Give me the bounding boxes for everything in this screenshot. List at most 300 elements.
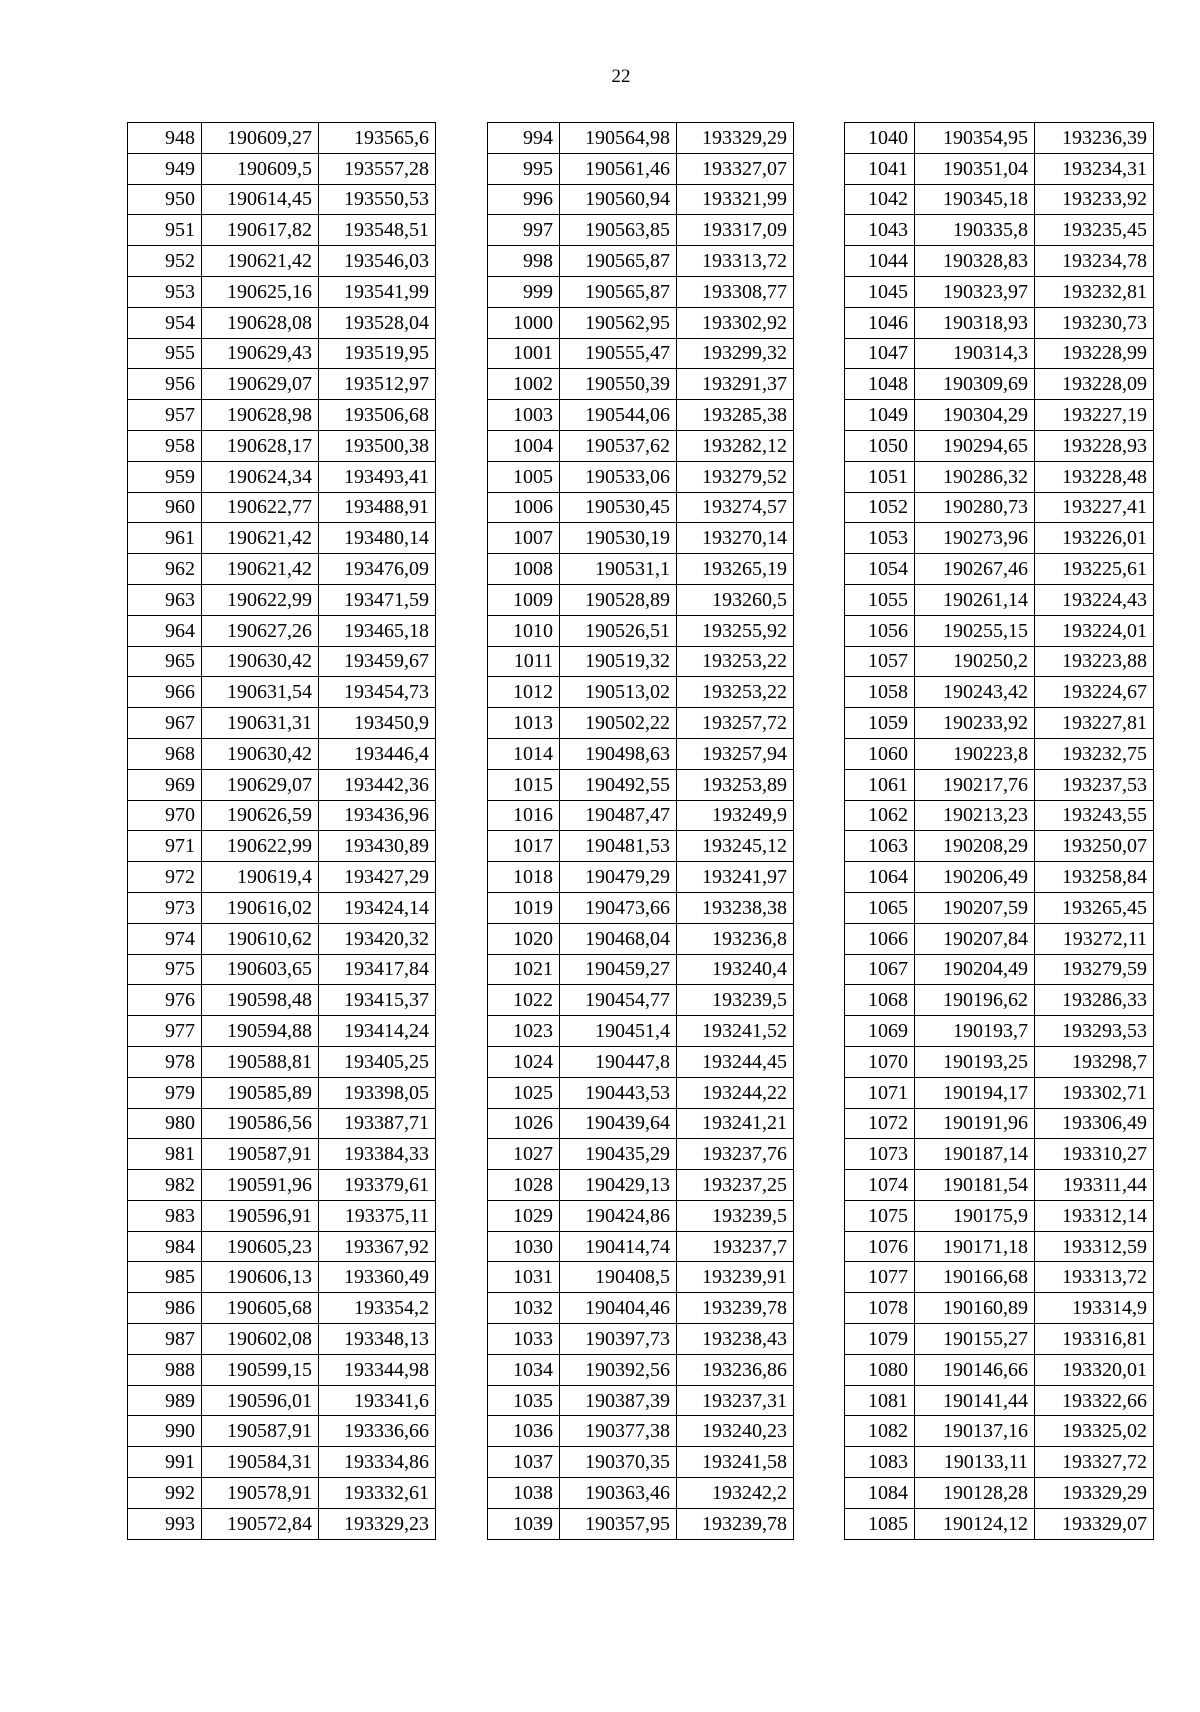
point-number-cell: 1013	[488, 708, 560, 739]
table-row	[128, 276, 436, 307]
x-coordinate-cell: 190631,31	[202, 708, 319, 739]
y-coordinate-cell: 193557,28	[319, 153, 436, 184]
y-coordinate-cell: 193548,51	[319, 215, 436, 246]
point-number-cell: 1003	[488, 400, 560, 431]
table-row	[845, 1016, 1154, 1047]
y-coordinate-cell: 193270,14	[677, 523, 794, 554]
y-coordinate-cell: 193265,19	[677, 554, 794, 585]
table-row	[128, 769, 436, 800]
table-row	[488, 831, 794, 862]
x-coordinate-cell: 190605,68	[202, 1293, 319, 1324]
y-coordinate-cell: 193265,45	[1035, 892, 1154, 923]
y-coordinate-cell: 193299,32	[677, 338, 794, 369]
x-coordinate-cell: 190622,77	[202, 492, 319, 523]
point-number-cell: 955	[128, 338, 202, 369]
point-number-cell: 1011	[488, 646, 560, 677]
table-row	[488, 708, 794, 739]
x-coordinate-cell: 190603,65	[202, 954, 319, 985]
x-coordinate-cell: 190345,18	[915, 184, 1035, 215]
y-coordinate-cell: 193239,5	[677, 985, 794, 1016]
x-coordinate-cell: 190206,49	[915, 862, 1035, 893]
point-number-cell: 1038	[488, 1478, 560, 1509]
y-coordinate-cell: 193227,81	[1035, 708, 1154, 739]
y-coordinate-cell: 193488,91	[319, 492, 436, 523]
table-row	[488, 369, 794, 400]
y-coordinate-cell: 193224,67	[1035, 677, 1154, 708]
table-row	[488, 1170, 794, 1201]
point-number-cell: 948	[128, 123, 202, 154]
point-number-cell: 1018	[488, 862, 560, 893]
x-coordinate-cell: 190454,77	[560, 985, 677, 1016]
table-row	[128, 800, 436, 831]
point-number-cell: 995	[488, 153, 560, 184]
table-row	[128, 1508, 436, 1539]
point-number-cell: 1074	[845, 1170, 915, 1201]
x-coordinate-cell: 190626,59	[202, 800, 319, 831]
table-row	[845, 1108, 1154, 1139]
y-coordinate-cell: 193367,92	[319, 1231, 436, 1262]
point-number-cell: 1051	[845, 461, 915, 492]
y-coordinate-cell: 193436,96	[319, 800, 436, 831]
point-number-cell: 999	[488, 276, 560, 307]
table-row	[488, 276, 794, 307]
point-number-cell: 1079	[845, 1324, 915, 1355]
y-coordinate-cell: 193239,5	[677, 1200, 794, 1231]
y-coordinate-cell: 193322,66	[1035, 1385, 1154, 1416]
x-coordinate-cell: 190586,56	[202, 1108, 319, 1139]
point-number-cell: 984	[128, 1231, 202, 1262]
x-coordinate-cell: 190370,35	[560, 1447, 677, 1478]
table-row	[845, 738, 1154, 769]
y-coordinate-cell: 193316,81	[1035, 1324, 1154, 1355]
y-coordinate-cell: 193302,92	[677, 307, 794, 338]
point-number-cell: 953	[128, 276, 202, 307]
point-number-cell: 1024	[488, 1046, 560, 1077]
x-coordinate-cell: 190560,94	[560, 184, 677, 215]
x-coordinate-cell: 190468,04	[560, 923, 677, 954]
x-coordinate-cell: 190207,84	[915, 923, 1035, 954]
x-coordinate-cell: 190622,99	[202, 831, 319, 862]
y-coordinate-cell: 193237,31	[677, 1385, 794, 1416]
x-coordinate-cell: 190587,91	[202, 1139, 319, 1170]
y-coordinate-cell: 193476,09	[319, 554, 436, 585]
point-number-cell: 978	[128, 1046, 202, 1077]
y-coordinate-cell: 193446,4	[319, 738, 436, 769]
y-coordinate-cell: 193250,07	[1035, 831, 1154, 862]
x-coordinate-cell: 190397,73	[560, 1324, 677, 1355]
x-coordinate-cell: 190261,14	[915, 584, 1035, 615]
table-row	[845, 184, 1154, 215]
point-number-cell: 1070	[845, 1046, 915, 1077]
x-coordinate-cell: 190408,5	[560, 1262, 677, 1293]
x-coordinate-cell: 190160,89	[915, 1293, 1035, 1324]
table-row	[845, 584, 1154, 615]
point-number-cell: 1081	[845, 1385, 915, 1416]
y-coordinate-cell: 193236,86	[677, 1354, 794, 1385]
table-row	[128, 646, 436, 677]
x-coordinate-cell: 190606,13	[202, 1262, 319, 1293]
point-number-cell: 1054	[845, 554, 915, 585]
y-coordinate-cell: 193274,57	[677, 492, 794, 523]
y-coordinate-cell: 193398,05	[319, 1077, 436, 1108]
y-coordinate-cell: 193329,29	[1035, 1478, 1154, 1509]
y-coordinate-cell: 193243,55	[1035, 800, 1154, 831]
x-coordinate-cell: 190628,08	[202, 307, 319, 338]
x-coordinate-cell: 190181,54	[915, 1170, 1035, 1201]
point-number-cell: 967	[128, 708, 202, 739]
y-coordinate-cell: 193234,78	[1035, 246, 1154, 277]
x-coordinate-cell: 190630,42	[202, 738, 319, 769]
x-coordinate-cell: 190473,66	[560, 892, 677, 923]
table-row	[488, 338, 794, 369]
point-number-cell: 989	[128, 1385, 202, 1416]
point-number-cell: 1078	[845, 1293, 915, 1324]
x-coordinate-cell: 190605,23	[202, 1231, 319, 1262]
y-coordinate-cell: 193512,97	[319, 369, 436, 400]
point-number-cell: 1007	[488, 523, 560, 554]
y-coordinate-cell: 193310,27	[1035, 1139, 1154, 1170]
x-coordinate-cell: 190528,89	[560, 584, 677, 615]
table-row	[488, 1231, 794, 1262]
x-coordinate-cell: 190233,92	[915, 708, 1035, 739]
y-coordinate-cell: 193249,9	[677, 800, 794, 831]
x-coordinate-cell: 190555,47	[560, 338, 677, 369]
x-coordinate-cell: 190286,32	[915, 461, 1035, 492]
x-coordinate-cell: 190447,8	[560, 1046, 677, 1077]
x-coordinate-cell: 190631,54	[202, 677, 319, 708]
table-row	[488, 1447, 794, 1478]
y-coordinate-cell: 193226,01	[1035, 523, 1154, 554]
point-number-cell: 1057	[845, 646, 915, 677]
point-number-cell: 1076	[845, 1231, 915, 1262]
table-row	[488, 1478, 794, 1509]
x-coordinate-cell: 190616,02	[202, 892, 319, 923]
x-coordinate-cell: 190124,12	[915, 1508, 1035, 1539]
table-row	[488, 400, 794, 431]
y-coordinate-cell: 193240,23	[677, 1416, 794, 1447]
x-coordinate-cell: 190146,66	[915, 1354, 1035, 1385]
table-row	[488, 492, 794, 523]
x-coordinate-cell: 190628,98	[202, 400, 319, 431]
x-coordinate-cell: 190280,73	[915, 492, 1035, 523]
x-coordinate-cell: 190439,64	[560, 1108, 677, 1139]
table-row	[488, 153, 794, 184]
point-number-cell: 1008	[488, 554, 560, 585]
table-row	[845, 677, 1154, 708]
table-row	[845, 708, 1154, 739]
table-row	[845, 985, 1154, 1016]
point-number-cell: 983	[128, 1200, 202, 1231]
point-number-cell: 1077	[845, 1262, 915, 1293]
x-coordinate-cell: 190502,22	[560, 708, 677, 739]
table-row	[128, 1200, 436, 1231]
x-coordinate-cell: 190357,95	[560, 1508, 677, 1539]
y-coordinate-cell: 193450,9	[319, 708, 436, 739]
table-row	[128, 369, 436, 400]
point-number-cell: 954	[128, 307, 202, 338]
table-row	[488, 985, 794, 1016]
y-coordinate-cell: 193454,73	[319, 677, 436, 708]
y-coordinate-cell: 193241,21	[677, 1108, 794, 1139]
table-row	[128, 400, 436, 431]
point-number-cell: 1026	[488, 1108, 560, 1139]
table-row	[845, 800, 1154, 831]
point-number-cell: 1030	[488, 1231, 560, 1262]
x-coordinate-cell: 190621,42	[202, 523, 319, 554]
point-number-cell: 1063	[845, 831, 915, 862]
coordinates-table-2	[487, 122, 794, 1540]
table-row	[845, 554, 1154, 585]
y-coordinate-cell: 193227,41	[1035, 492, 1154, 523]
point-number-cell: 1064	[845, 862, 915, 893]
table-row	[128, 1139, 436, 1170]
x-coordinate-cell: 190519,32	[560, 646, 677, 677]
table-row	[128, 153, 436, 184]
x-coordinate-cell: 190531,1	[560, 554, 677, 585]
y-coordinate-cell: 193233,92	[1035, 184, 1154, 215]
point-number-cell: 968	[128, 738, 202, 769]
point-number-cell: 1083	[845, 1447, 915, 1478]
y-coordinate-cell: 193341,6	[319, 1385, 436, 1416]
point-number-cell: 1000	[488, 307, 560, 338]
x-coordinate-cell: 190578,91	[202, 1478, 319, 1509]
table-row	[845, 862, 1154, 893]
x-coordinate-cell: 190591,96	[202, 1170, 319, 1201]
x-coordinate-cell: 190610,62	[202, 923, 319, 954]
table-row	[488, 1324, 794, 1355]
table-row	[845, 1170, 1154, 1201]
x-coordinate-cell: 190424,86	[560, 1200, 677, 1231]
table-row	[845, 400, 1154, 431]
table-row	[128, 615, 436, 646]
y-coordinate-cell: 193321,99	[677, 184, 794, 215]
x-coordinate-cell: 190191,96	[915, 1108, 1035, 1139]
y-coordinate-cell: 193311,44	[1035, 1170, 1154, 1201]
y-coordinate-cell: 193471,59	[319, 584, 436, 615]
point-number-cell: 966	[128, 677, 202, 708]
x-coordinate-cell: 190594,88	[202, 1016, 319, 1047]
y-coordinate-cell: 193465,18	[319, 615, 436, 646]
table-row	[128, 862, 436, 893]
table-row	[128, 1324, 436, 1355]
point-number-cell: 1010	[488, 615, 560, 646]
x-coordinate-cell: 190562,95	[560, 307, 677, 338]
x-coordinate-cell: 190175,9	[915, 1200, 1035, 1231]
point-number-cell: 1062	[845, 800, 915, 831]
point-number-cell: 1027	[488, 1139, 560, 1170]
point-number-cell: 1072	[845, 1108, 915, 1139]
x-coordinate-cell: 190544,06	[560, 400, 677, 431]
x-coordinate-cell: 190128,28	[915, 1478, 1035, 1509]
point-number-cell: 1069	[845, 1016, 915, 1047]
table-row	[128, 492, 436, 523]
x-coordinate-cell: 190530,19	[560, 523, 677, 554]
x-coordinate-cell: 190561,46	[560, 153, 677, 184]
table-row	[845, 1200, 1154, 1231]
point-number-cell: 964	[128, 615, 202, 646]
point-number-cell: 971	[128, 831, 202, 862]
y-coordinate-cell: 193329,29	[677, 123, 794, 154]
y-coordinate-cell: 193244,22	[677, 1077, 794, 1108]
y-coordinate-cell: 193414,24	[319, 1016, 436, 1047]
point-number-cell: 1058	[845, 677, 915, 708]
y-coordinate-cell: 193236,39	[1035, 123, 1154, 154]
y-coordinate-cell: 193329,07	[1035, 1508, 1154, 1539]
point-number-cell: 1046	[845, 307, 915, 338]
point-number-cell: 1004	[488, 430, 560, 461]
y-coordinate-cell: 193541,99	[319, 276, 436, 307]
table-row	[488, 1046, 794, 1077]
table-row	[845, 153, 1154, 184]
point-number-cell: 1016	[488, 800, 560, 831]
x-coordinate-cell: 190137,16	[915, 1416, 1035, 1447]
y-coordinate-cell: 193306,49	[1035, 1108, 1154, 1139]
x-coordinate-cell: 190354,95	[915, 123, 1035, 154]
table-row	[488, 923, 794, 954]
y-coordinate-cell: 193223,88	[1035, 646, 1154, 677]
y-coordinate-cell: 193282,12	[677, 430, 794, 461]
table-row	[488, 215, 794, 246]
x-coordinate-cell: 190318,93	[915, 307, 1035, 338]
point-number-cell: 992	[128, 1478, 202, 1509]
table-row	[488, 954, 794, 985]
table-row	[128, 1262, 436, 1293]
point-number-cell: 1035	[488, 1385, 560, 1416]
point-number-cell: 1020	[488, 923, 560, 954]
y-coordinate-cell: 193312,14	[1035, 1200, 1154, 1231]
y-coordinate-cell: 193565,6	[319, 123, 436, 154]
y-coordinate-cell: 193314,9	[1035, 1293, 1154, 1324]
y-coordinate-cell: 193241,52	[677, 1016, 794, 1047]
point-number-cell: 965	[128, 646, 202, 677]
point-number-cell: 1019	[488, 892, 560, 923]
y-coordinate-cell: 193255,92	[677, 615, 794, 646]
table-row	[488, 738, 794, 769]
y-coordinate-cell: 193308,77	[677, 276, 794, 307]
table-row	[488, 1108, 794, 1139]
point-number-cell: 1031	[488, 1262, 560, 1293]
point-number-cell: 1065	[845, 892, 915, 923]
table-row	[488, 862, 794, 893]
y-coordinate-cell: 193238,43	[677, 1324, 794, 1355]
point-number-cell: 1005	[488, 461, 560, 492]
y-coordinate-cell: 193336,66	[319, 1416, 436, 1447]
table-row	[488, 584, 794, 615]
y-coordinate-cell: 193546,03	[319, 246, 436, 277]
table-row	[488, 1293, 794, 1324]
table-row	[128, 923, 436, 954]
y-coordinate-cell: 193334,86	[319, 1447, 436, 1478]
table-row	[845, 769, 1154, 800]
table-row	[128, 184, 436, 215]
x-coordinate-cell: 190217,76	[915, 769, 1035, 800]
table-row	[845, 615, 1154, 646]
x-coordinate-cell: 190459,27	[560, 954, 677, 985]
x-coordinate-cell: 190588,81	[202, 1046, 319, 1077]
x-coordinate-cell: 190443,53	[560, 1077, 677, 1108]
coordinates-table-3	[844, 122, 1154, 1540]
y-coordinate-cell: 193241,58	[677, 1447, 794, 1478]
y-coordinate-cell: 193224,43	[1035, 584, 1154, 615]
table-row	[488, 123, 794, 154]
point-number-cell: 1080	[845, 1354, 915, 1385]
y-coordinate-cell: 193442,36	[319, 769, 436, 800]
x-coordinate-cell: 190404,46	[560, 1293, 677, 1324]
table-row	[128, 1046, 436, 1077]
y-coordinate-cell: 193257,72	[677, 708, 794, 739]
table-row	[845, 338, 1154, 369]
x-coordinate-cell: 190614,45	[202, 184, 319, 215]
point-number-cell: 949	[128, 153, 202, 184]
point-number-cell: 1055	[845, 584, 915, 615]
point-number-cell: 1040	[845, 123, 915, 154]
point-number-cell: 986	[128, 1293, 202, 1324]
x-coordinate-cell: 190323,97	[915, 276, 1035, 307]
y-coordinate-cell: 193253,22	[677, 646, 794, 677]
point-number-cell: 957	[128, 400, 202, 431]
point-number-cell: 1044	[845, 246, 915, 277]
x-coordinate-cell: 190629,07	[202, 369, 319, 400]
y-coordinate-cell: 193293,53	[1035, 1016, 1154, 1047]
x-coordinate-cell: 190392,56	[560, 1354, 677, 1385]
y-coordinate-cell: 193480,14	[319, 523, 436, 554]
x-coordinate-cell: 190609,27	[202, 123, 319, 154]
coordinates-table-1	[127, 122, 436, 1540]
x-coordinate-cell: 190619,4	[202, 862, 319, 893]
table-row	[488, 1077, 794, 1108]
y-coordinate-cell: 193232,81	[1035, 276, 1154, 307]
table-row	[128, 430, 436, 461]
point-number-cell: 1029	[488, 1200, 560, 1231]
point-number-cell: 1041	[845, 153, 915, 184]
table-row	[845, 1508, 1154, 1539]
x-coordinate-cell: 190314,3	[915, 338, 1035, 369]
x-coordinate-cell: 190587,91	[202, 1416, 319, 1447]
point-number-cell: 979	[128, 1077, 202, 1108]
table-row	[845, 954, 1154, 985]
point-number-cell: 951	[128, 215, 202, 246]
x-coordinate-cell: 190585,89	[202, 1077, 319, 1108]
y-coordinate-cell: 193237,53	[1035, 769, 1154, 800]
table-row	[128, 338, 436, 369]
x-coordinate-cell: 190204,49	[915, 954, 1035, 985]
x-coordinate-cell: 190194,17	[915, 1077, 1035, 1108]
x-coordinate-cell: 190550,39	[560, 369, 677, 400]
table-row	[488, 1262, 794, 1293]
y-coordinate-cell: 193387,71	[319, 1108, 436, 1139]
point-number-cell: 1023	[488, 1016, 560, 1047]
y-coordinate-cell: 193500,38	[319, 430, 436, 461]
x-coordinate-cell: 190584,31	[202, 1447, 319, 1478]
table-row	[845, 1293, 1154, 1324]
table-row	[128, 554, 436, 585]
x-coordinate-cell: 190526,51	[560, 615, 677, 646]
y-coordinate-cell: 193239,91	[677, 1262, 794, 1293]
point-number-cell: 1015	[488, 769, 560, 800]
y-coordinate-cell: 193313,72	[1035, 1262, 1154, 1293]
point-number-cell: 1075	[845, 1200, 915, 1231]
table-row	[128, 1016, 436, 1047]
point-number-cell: 982	[128, 1170, 202, 1201]
point-number-cell: 997	[488, 215, 560, 246]
table-row	[845, 369, 1154, 400]
x-coordinate-cell: 190492,55	[560, 769, 677, 800]
table-row	[488, 1139, 794, 1170]
table-row	[845, 1077, 1154, 1108]
point-number-cell: 1049	[845, 400, 915, 431]
point-number-cell: 958	[128, 430, 202, 461]
x-coordinate-cell: 190309,69	[915, 369, 1035, 400]
